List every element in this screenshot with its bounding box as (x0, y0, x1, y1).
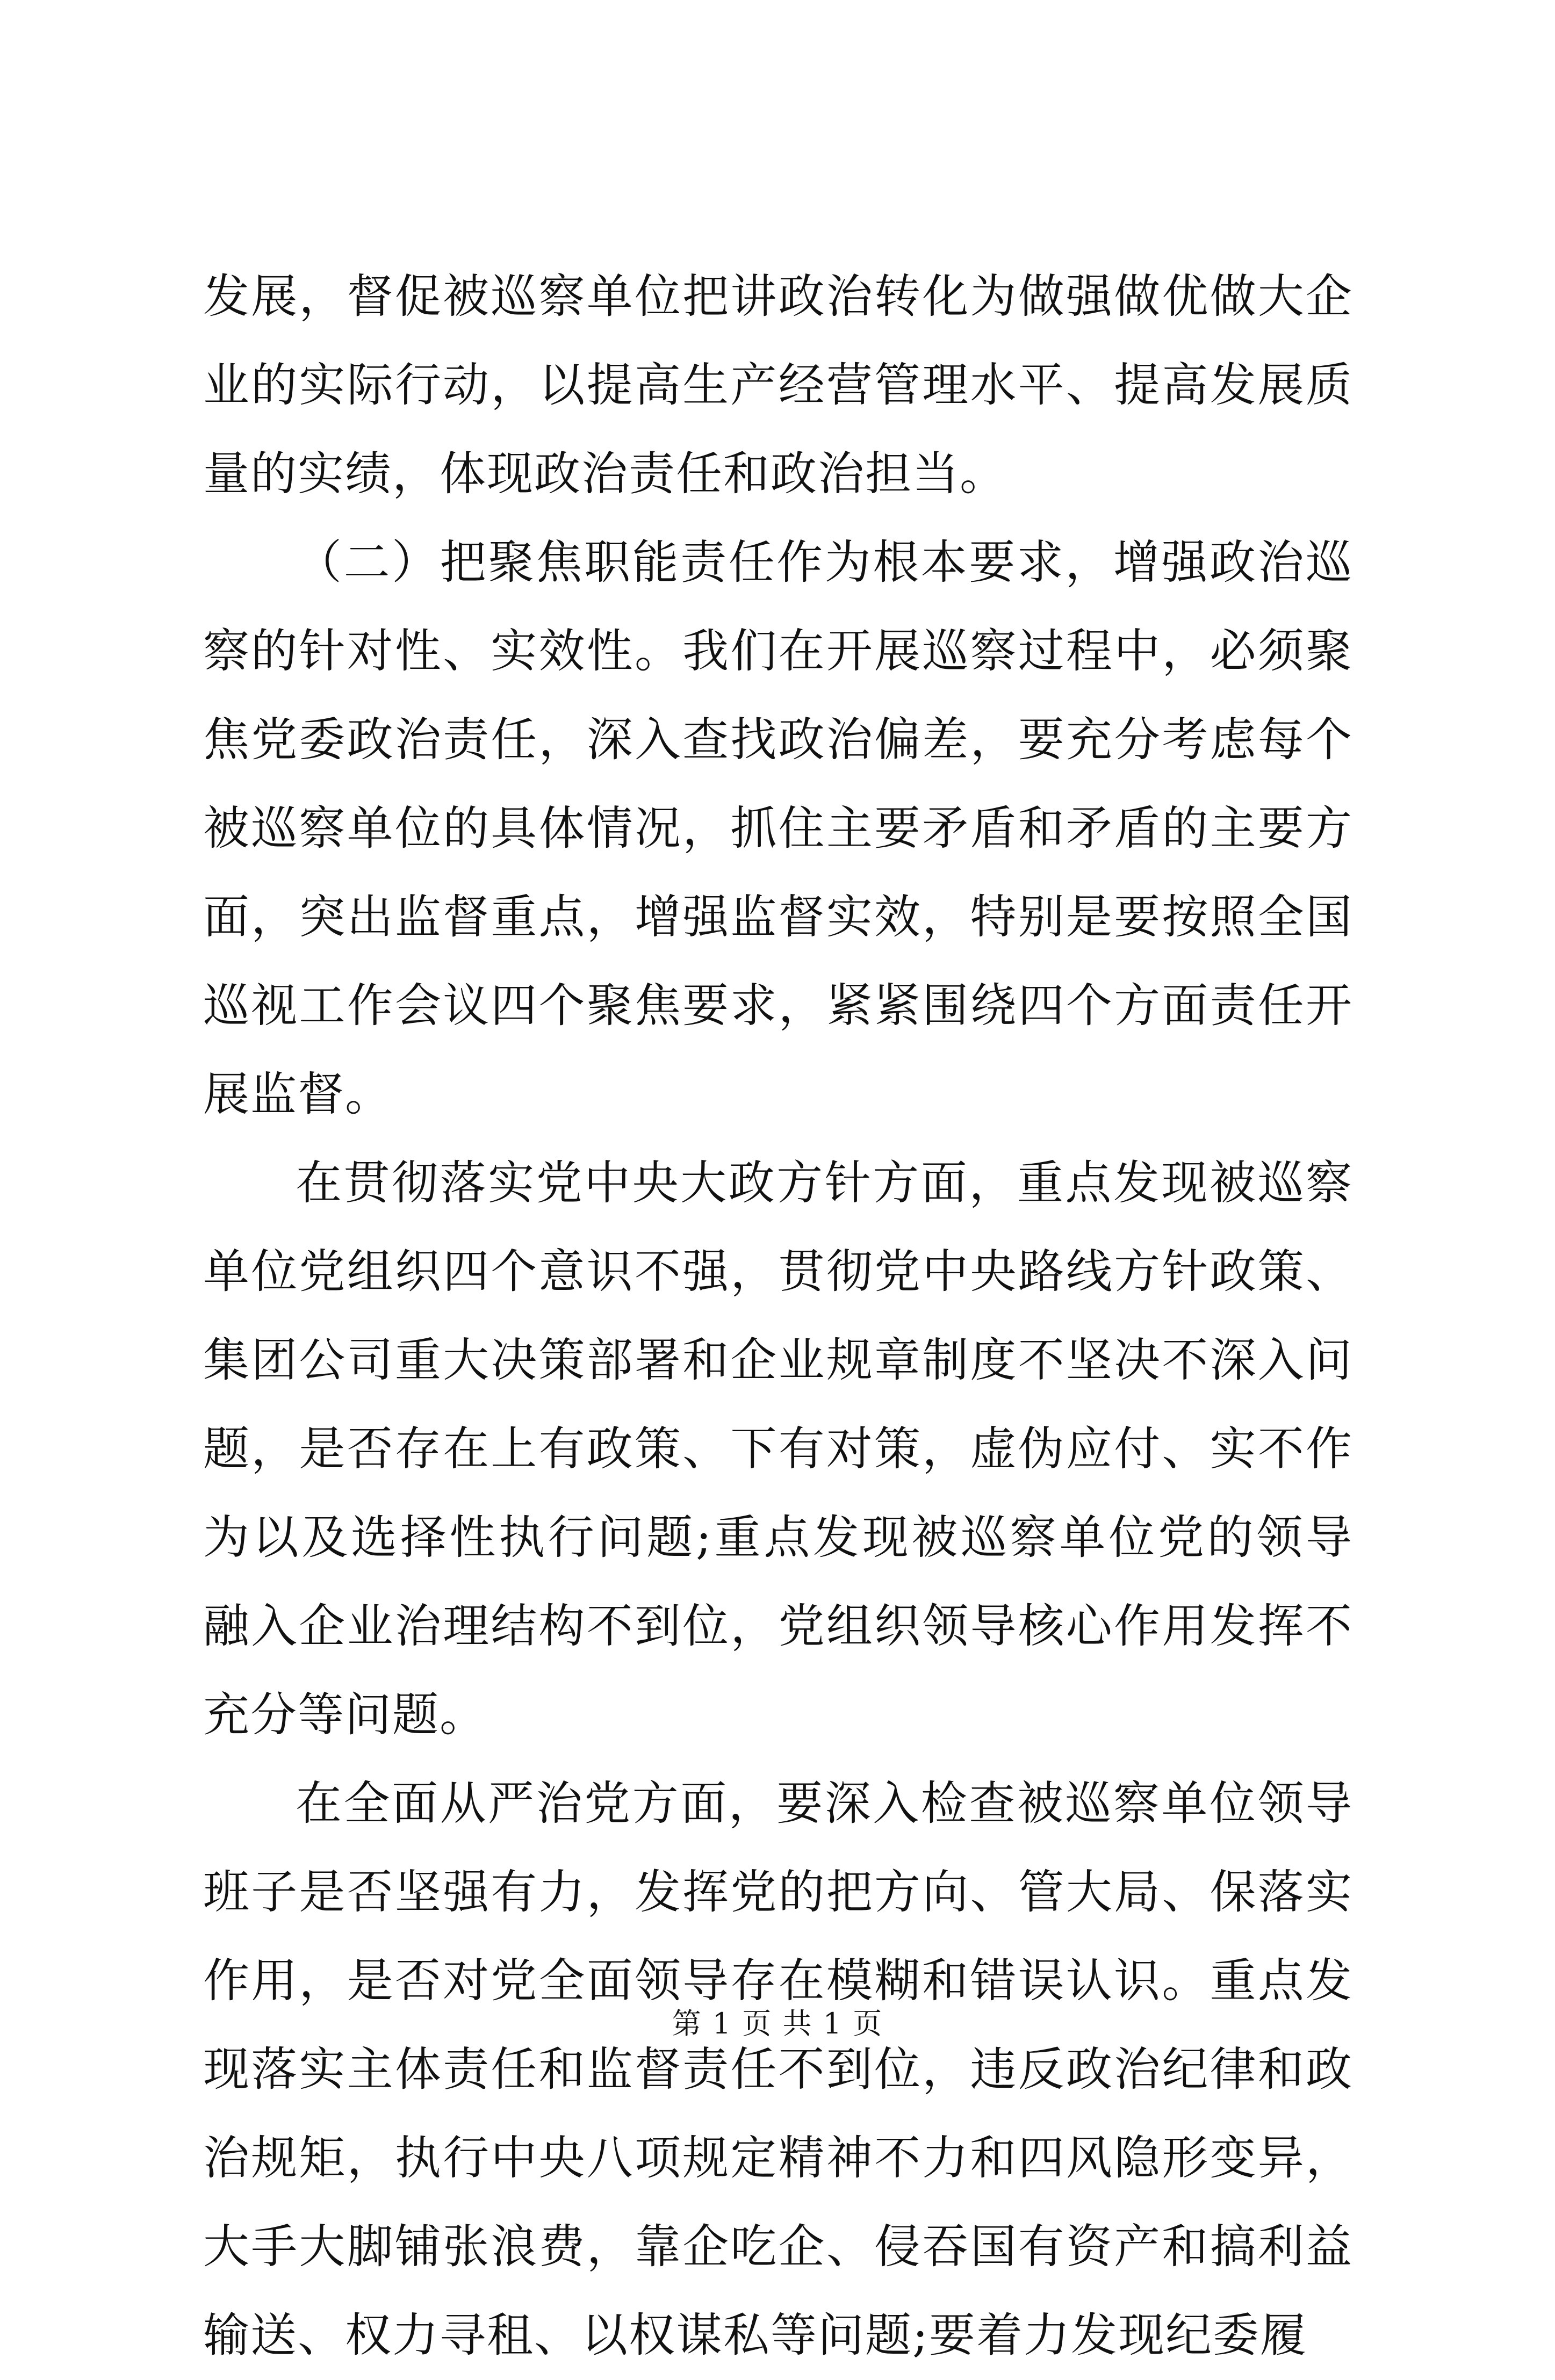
paragraph-3: 在贯彻落实党中央大政方针方面，重点发现被巡察单位党组织四个意识不强，贯彻党中央路线方针政策、集团公司重大决策部署和企业规章制度不坚决不深入问题，是否存在上有政策、下有对策，虚伪应付、实不作为以及选择性执行问题;重点发现被巡察单位党的领导融入企业治理结构不到位，党组织领导核心作用发挥不充分等问题。 (203, 1156, 1353, 1742)
paragraph-2: （二）把聚焦职能责任作为根本要求，增强政治巡察的针对性、实效性。我们在开展巡察过程中，必须聚焦党委政治责任，深入查找政治偏差，要充分考虑每个被巡察单位的具体情况，抓住主要矛盾和矛盾的主要方面，突出监督重点，增强监督实效，特别是要按照全国巡视工作会议四个聚焦要求，紧紧围绕四个方面责任开展监督。 (203, 536, 1353, 1121)
paragraph-4: 在全面从严治党方面，要深入检查被巡察单位领导班子是否坚强有力，发挥党的把方向、管大局、保落实作用，是否对党全面领导存在模糊和错误认识。重点发现落实主体责任和监督责任不到位，违反政治纪律和政治规矩，执行中央八项规定精神不力和四风隐形变异，大手大脚铺张浪费，靠企吃企、侵吞国有资产和搞利益输送、权力寻租、以权谋私等问题;要着力发现纪委履 (203, 1777, 1353, 2362)
paragraph-1: 发展，督促被巡察单位把讲政治转化为做强做优做大企业的实际行动，以提高生产经营管理水平、提高发展质量的实绩，体现政治责任和政治担当。 (203, 270, 1353, 501)
document-body (203, 253, 1353, 2380)
page-number-label: 第 1 页 共 1 页 (672, 2007, 883, 2040)
page-footer (0, 2005, 1555, 2043)
